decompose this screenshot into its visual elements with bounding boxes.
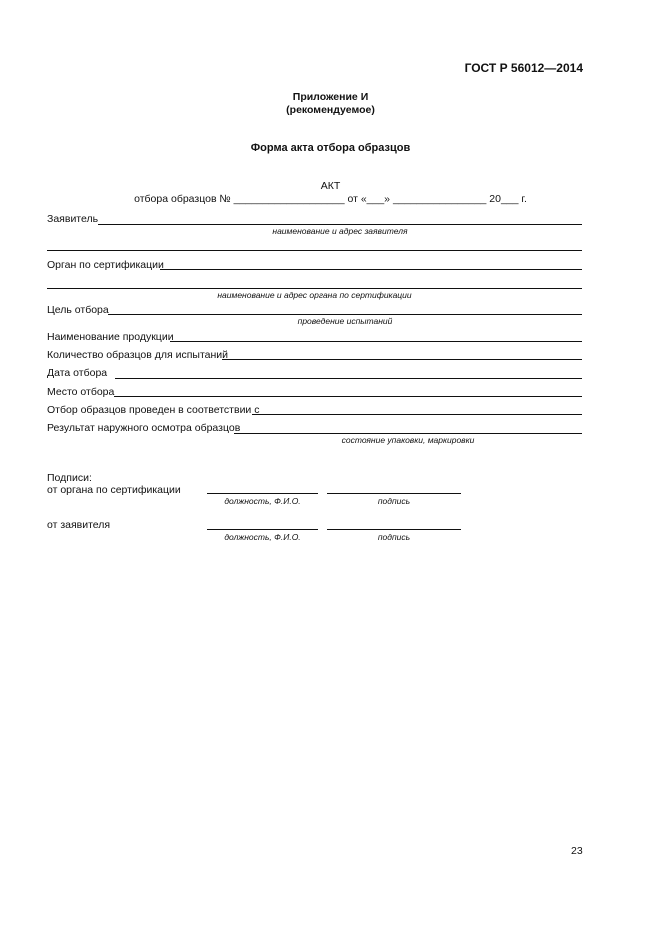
applicant-hint: наименование и адрес заявителя bbox=[272, 226, 408, 236]
date-label: Дата отбора bbox=[47, 367, 108, 379]
page-number: 23 bbox=[571, 845, 583, 857]
signature-applicant-label: от заявителя bbox=[47, 519, 111, 531]
cert-body-signature-hint: подпись bbox=[377, 496, 411, 506]
applicant-position-hint: должность, Ф.И.О. bbox=[224, 532, 301, 542]
signature-cert-body-label: от органа по сертификации bbox=[47, 484, 181, 496]
act-number-line: отбора образцов № ___________________ от «___» ________________ 20___ г. bbox=[134, 193, 527, 205]
applicant-signature-hint: подпись bbox=[377, 532, 411, 542]
signatures-heading: Подписи: bbox=[47, 472, 92, 484]
applicant-line-2[interactable] bbox=[47, 250, 582, 251]
place-label: Место отбора bbox=[47, 386, 115, 398]
cert-body-line[interactable] bbox=[160, 269, 582, 270]
according-line[interactable] bbox=[252, 414, 582, 415]
purpose-line[interactable] bbox=[108, 314, 582, 315]
cert-body-position-line[interactable] bbox=[207, 493, 318, 494]
inspection-label: Результат наружного осмотра образцов bbox=[47, 422, 241, 434]
product-line[interactable] bbox=[170, 341, 582, 342]
cert-body-line-2[interactable] bbox=[47, 288, 582, 289]
product-label: Наименование продукции bbox=[47, 331, 174, 343]
act-heading: АКТ bbox=[320, 180, 341, 192]
applicant-signature-line[interactable] bbox=[327, 529, 461, 530]
cert-body-signature-line[interactable] bbox=[327, 493, 461, 494]
form-title: Форма акта отбора образцов bbox=[250, 142, 411, 154]
cert-body-position-hint: должность, Ф.И.О. bbox=[224, 496, 301, 506]
place-line[interactable] bbox=[114, 396, 582, 397]
cert-body-hint: наименование и адрес органа по сертификации bbox=[217, 290, 412, 300]
appendix-subtitle: (рекомендуемое) bbox=[286, 104, 375, 116]
applicant-label: Заявитель bbox=[47, 213, 99, 225]
quantity-label: Количество образцов для испытаний bbox=[47, 349, 229, 361]
cert-body-label: Орган по сертификации bbox=[47, 259, 164, 271]
date-line[interactable] bbox=[115, 378, 582, 379]
purpose-label: Цель отбора bbox=[47, 304, 109, 316]
appendix-title: Приложение И bbox=[292, 91, 369, 103]
standard-number: ГОСТ Р 56012—2014 bbox=[464, 61, 583, 75]
inspection-line[interactable] bbox=[234, 433, 582, 434]
inspection-hint: состояние упаковки, маркировки bbox=[341, 435, 475, 445]
applicant-position-line[interactable] bbox=[207, 529, 318, 530]
purpose-hint: проведение испытаний bbox=[297, 316, 393, 326]
applicant-line[interactable] bbox=[98, 224, 582, 225]
according-label: Отбор образцов проведен в соответствии с bbox=[47, 404, 260, 416]
quantity-line[interactable] bbox=[222, 359, 582, 360]
